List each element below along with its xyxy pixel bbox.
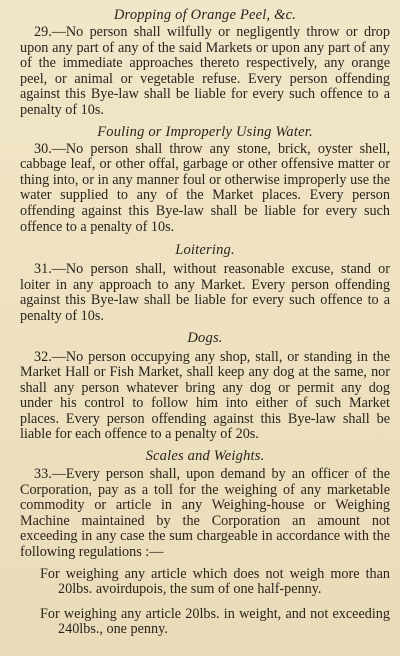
section-heading: Fouling or Improperly Using Water. [97,123,313,140]
section-paragraph: 33.—Every person shall, upon demand by an officer of the Corporation, pay as a toll for the weighing of any marketable commodity or article in any Weighing-house or Weighing Machine maintained by the Corporation an amount not exceeding in any case the sum chargeable in accordance with the following regulations :— [20,466,390,561]
section-32-dogs [20,329,390,444]
section-30-fouling-water [20,123,390,236]
section-paragraph: 32.—No person occupying any shop, stall, or standing in the Market Hall or Fish Market, shall keep any dog at the same, nor shall any person whatever bring any dog or permit any dog under his control to follow him into either of such Market places. Every person offending against this Bye-law shall be liable for each offence to a penalty of 20s. [20,348,390,443]
section-29-dropping-orange-peel [20,6,390,119]
section-heading: Scales and Weights. [145,448,265,465]
regulation-item: For weighing any article 20lbs. in weight, and not exceeding 240lbs., one penny. [40,605,390,638]
section-paragraph: 29.—No person shall wilfully or negligently throw or drop upon any part of any of the said Markets or upon any part of any of the immediate approaches thereto respectively, any orange peel, or animal or vegetable refuse. Every person offending against this Bye-law shall be liable for every such offence to a penalty of 10s. [20,24,390,118]
section-heading: Loitering. [175,242,235,259]
section-heading: Dogs. [187,329,223,346]
section-heading: Dropping of Orange Peel, &c. [113,7,297,23]
section-33-scales-weights [20,447,390,638]
section-paragraph: 31.—No person shall, without reasonable excuse, stand or loiter in any approach to any Market. Every person offending against this Bye-law shall be liable for every such offence to a penalty of 10s. [20,261,390,324]
section-31-loitering [20,241,390,324]
regulation-item: For weighing any article which does not weigh more than 20lbs. avoirdupois, the sum of one half-penny. [40,565,390,598]
section-paragraph: 30.—No person shall throw any stone, brick, oyster shell, cabbage leaf, or other offal, garbage or other offensive matter or thing into, or in any manner foul or otherwise improperly use the water supplied to any of the Market places. Every person offending against this Bye-law shall be liable for every such offence to a penalty of 10s. [20,140,390,235]
